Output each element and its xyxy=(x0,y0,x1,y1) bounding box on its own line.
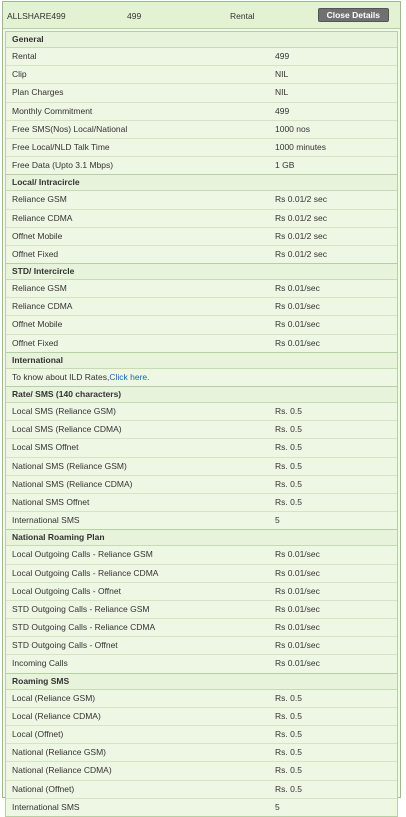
row-value: Rs 0.01/sec xyxy=(275,585,320,596)
table-row xyxy=(6,799,397,816)
row-value: Rs 0.01/sec xyxy=(275,549,320,560)
row-value: Rs. 0.5 xyxy=(275,460,302,471)
row-label: Offnet Fixed xyxy=(12,337,59,348)
table-row xyxy=(6,762,397,780)
row-value: Rs. 0.5 xyxy=(275,765,302,776)
table-row xyxy=(6,157,397,174)
table-row xyxy=(6,726,397,744)
row-label: International SMS xyxy=(12,515,80,526)
row-label: Local (Reliance GSM) xyxy=(12,692,96,703)
row-label: Offnet Fixed xyxy=(12,248,59,259)
row-value: Rs 0.01/sec xyxy=(275,337,320,348)
row-label: Local (Offnet) xyxy=(12,729,64,739)
row-value: Rs 0.01/sec xyxy=(275,640,320,651)
section-title: General xyxy=(6,32,397,48)
section-general xyxy=(5,31,398,175)
row-label: Monthly Commitment xyxy=(12,105,93,116)
row-label: Offnet Mobile xyxy=(12,319,63,330)
table-row xyxy=(6,48,397,66)
plan-sections xyxy=(3,29,400,817)
table-row xyxy=(6,335,397,352)
section-roaming-sms xyxy=(5,674,398,817)
row-label: Free SMS(Nos) Local/National xyxy=(12,123,128,134)
row-value: 1000 minutes xyxy=(275,141,327,152)
row-label: Local (Reliance CDMA) xyxy=(12,710,101,721)
row-label: Offnet Mobile xyxy=(12,230,63,241)
table-row xyxy=(6,66,397,84)
row-label: Reliance GSM xyxy=(12,283,67,294)
row-value: Rs. 0.5 xyxy=(275,442,302,453)
row-label: National SMS (Reliance GSM) xyxy=(12,460,127,471)
section-title: Local/ Intracircle xyxy=(6,175,397,191)
row-value: Rs. 0.5 xyxy=(275,496,302,507)
table-row xyxy=(6,228,397,246)
section-title: Roaming SMS xyxy=(6,674,397,690)
row-value: 499 xyxy=(275,105,290,116)
section-title: Rate/ SMS (140 characters) xyxy=(6,387,397,403)
table-row xyxy=(6,439,397,457)
row-label: National SMS Offnet xyxy=(12,496,90,507)
table-row xyxy=(6,655,397,672)
row-value: 499 xyxy=(275,51,290,61)
row-label: Free Local/NLD Talk Time xyxy=(12,141,110,152)
row-value: Rs 0.01/2 sec xyxy=(275,212,327,223)
table-row xyxy=(6,458,397,476)
row-value: Rs. 0.5 xyxy=(275,406,302,416)
row-value: NIL xyxy=(275,69,289,80)
row-value: Rs. 0.5 xyxy=(275,424,302,435)
row-label: Local SMS (Reliance GSM) xyxy=(12,406,116,416)
plan-name: ALLSHARE499 xyxy=(7,11,66,21)
table-row xyxy=(6,403,397,421)
section-std-intercircle xyxy=(5,264,398,353)
table-row xyxy=(6,246,397,263)
row-label: International SMS xyxy=(12,801,80,812)
row-label: Reliance CDMA xyxy=(12,301,73,312)
row-label: National (Offnet) xyxy=(12,783,75,794)
table-row xyxy=(6,103,397,121)
table-row xyxy=(6,565,397,583)
row-value: Rs 0.01/2 sec xyxy=(275,194,327,205)
row-label: STD Outgoing Calls - Offnet xyxy=(12,640,118,651)
row-label: Local Outgoing Calls - Reliance CDMA xyxy=(12,567,159,578)
table-row xyxy=(6,421,397,439)
row-label: National (Reliance CDMA) xyxy=(12,765,112,776)
row-label: National SMS (Reliance CDMA) xyxy=(12,478,133,489)
table-row xyxy=(6,280,397,298)
row-value: Rs 0.01/2 sec xyxy=(275,248,327,259)
table-row xyxy=(6,546,397,564)
row-value: Rs 0.01/sec xyxy=(275,319,320,330)
row-label: Plan Charges xyxy=(12,87,64,98)
row-label: Local SMS (Reliance CDMA) xyxy=(12,424,122,435)
row-value: Rs. 0.5 xyxy=(275,478,302,489)
row-value: 5 xyxy=(275,515,280,526)
table-row xyxy=(6,583,397,601)
row-value: Rs 0.01/sec xyxy=(275,567,320,578)
row-value: Rs. 0.5 xyxy=(275,710,302,721)
row-value: Rs 0.01/sec xyxy=(275,658,320,669)
table-row xyxy=(6,690,397,708)
table-row xyxy=(6,494,397,512)
row-value: 5 xyxy=(275,801,280,812)
row-value: Rs 0.01/2 sec xyxy=(275,230,327,241)
ild-rates-link[interactable]: Click here. xyxy=(109,371,150,382)
row-label: Free Data (Upto 3.1 Mbps) xyxy=(12,160,114,171)
table-row xyxy=(6,601,397,619)
row-label: Clip xyxy=(12,69,27,80)
plan-price: 499 xyxy=(127,11,142,21)
table-row xyxy=(6,316,397,334)
table-row xyxy=(6,476,397,494)
row-label: Local Outgoing Calls - Reliance GSM xyxy=(12,549,153,560)
row-value: Rs 0.01/sec xyxy=(275,301,320,312)
section-national-roaming-plan xyxy=(5,530,398,673)
table-row xyxy=(6,619,397,637)
row-label: National (Reliance GSM) xyxy=(12,747,107,758)
section-title: STD/ Intercircle xyxy=(6,264,397,280)
row-value: 1 GB xyxy=(275,160,295,171)
table-row xyxy=(6,298,397,316)
table-row xyxy=(6,139,397,157)
table-row xyxy=(6,637,397,655)
international-note xyxy=(6,369,397,386)
table-row xyxy=(6,512,397,529)
row-label: Reliance CDMA xyxy=(12,212,73,223)
table-row xyxy=(6,708,397,726)
table-row xyxy=(6,210,397,228)
row-label: Local SMS Offnet xyxy=(12,442,79,453)
section-local-intracircle xyxy=(5,175,398,264)
close-details-button[interactable]: Close Details xyxy=(318,8,389,22)
row-label: Rental xyxy=(12,51,37,61)
row-value: Rs 0.01/sec xyxy=(275,622,320,633)
plan-details-panel xyxy=(2,1,401,812)
plan-header xyxy=(3,2,400,29)
row-value: NIL xyxy=(275,87,289,98)
table-row xyxy=(6,744,397,762)
ild-rates-text: To know about ILD Rates, xyxy=(12,371,110,382)
row-label: Reliance GSM xyxy=(12,194,67,205)
row-value: Rs 0.01/sec xyxy=(275,283,320,294)
table-row xyxy=(6,84,397,102)
row-value: Rs 0.01/sec xyxy=(275,603,320,614)
section-title: National Roaming Plan xyxy=(6,530,397,546)
table-row xyxy=(6,121,397,139)
row-value: Rs. 0.5 xyxy=(275,729,302,739)
section-rate-sms-140-characters xyxy=(5,387,398,530)
row-label: STD Outgoing Calls - Reliance GSM xyxy=(12,603,150,614)
row-value: Rs. 0.5 xyxy=(275,692,302,703)
row-value: Rs. 0.5 xyxy=(275,747,302,758)
row-label: Local Outgoing Calls - Offnet xyxy=(12,585,121,596)
row-value: Rs. 0.5 xyxy=(275,783,302,794)
row-value: 1000 nos xyxy=(275,123,310,134)
section-title: International xyxy=(6,353,397,369)
table-row xyxy=(6,191,397,209)
table-row xyxy=(6,781,397,799)
section-international xyxy=(5,353,398,387)
row-label: STD Outgoing Calls - Reliance CDMA xyxy=(12,622,156,633)
row-label: Incoming Calls xyxy=(12,658,68,669)
plan-type: Rental xyxy=(230,11,255,21)
